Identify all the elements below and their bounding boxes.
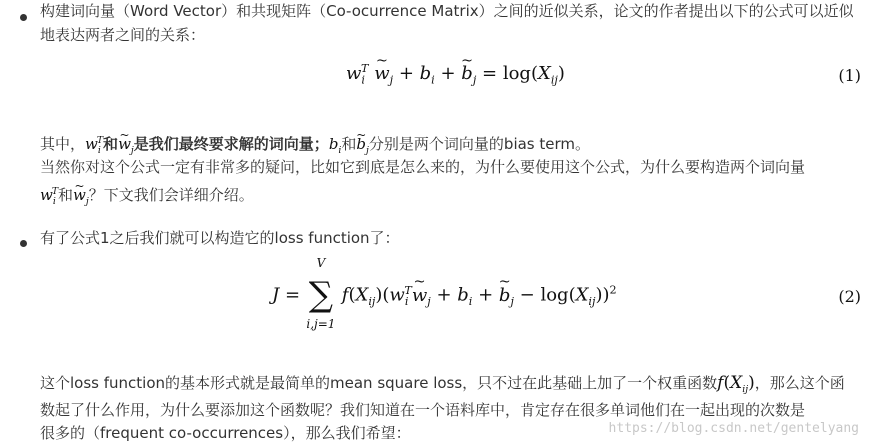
equation-2-number: (2)	[838, 287, 861, 306]
para2-line2: $w_i^T$和~ $w_j$？下文我们会详细介绍。	[40, 181, 254, 213]
equation-2: J = V ∑ i,j=1 $f(X_{ij})(w_i^T\sim$ $w_j + b_i$ + ~ $b_j - \log(X_{ij}))^2$	[272, 280, 617, 311]
para1-line: 其中，$w_i^T$和~ $w_j$是我们最终要求解的词向量；$b_i$和~ $b_j$分别是两个词向量的bias term。	[40, 130, 590, 162]
bullet2-line1: 有了公式1之后我们就可以构造它的loss function了：	[40, 229, 400, 247]
para3-line1: 这个loss function的基本形式就是最简单的mean square loss，只不过在此基础上加了一个权重函数$f(X_{ij})$，那么这个函	[40, 373, 845, 395]
bullet-marker	[20, 240, 27, 247]
para2-line1: 当然你对这个公式一定有非常多的疑问，比如它到底是怎么来的，为什么要使用这个公式，为什么要构造两个词向量	[40, 158, 806, 176]
para1-suffix: 分别是两个词向量的bias term。	[368, 135, 591, 153]
para1-and1: 和	[103, 135, 119, 153]
bullet-marker	[20, 14, 27, 21]
equation-1-number: (1)	[838, 66, 861, 85]
sum-lower-limit: i,j=1	[306, 317, 336, 331]
para1-bold-text: 是我们最终要求解的词向量；	[133, 135, 329, 153]
para2-and: 和	[58, 186, 74, 204]
sum-upper-limit: V	[316, 256, 326, 270]
bullet1-line1: 构建词向量（Word Vector）和共现矩阵（Co-ocurrence Matrix）之间的近似关系，论文的作者提出以下的公式可以近似	[40, 2, 854, 20]
para1-prefix: 其中，	[40, 135, 86, 153]
equation-2-log: log	[540, 284, 569, 306]
para2-suffix: ？下文我们会详细介绍。	[88, 186, 254, 204]
para3-line3: 很多的（frequent co-occurrences），那么我们希望：	[40, 424, 411, 442]
watermark-url: https://blog.csdn.net/gentelyang	[608, 421, 859, 436]
equation-1: $w_i^T$ ~ $w_j + b_i$ + ~ $b_j = \log(X_{ij})$	[346, 62, 565, 87]
para3-line1-suffix: ，那么这个函	[754, 374, 845, 392]
para1-and2: 和	[341, 135, 357, 153]
equation-1-log: log	[502, 63, 531, 84]
equation-2-lhs: J	[272, 284, 280, 306]
summation-symbol: V ∑ i,j=1	[309, 280, 333, 311]
para3-line1-prefix: 这个loss function的基本形式就是最简单的mean square loss，只不过在此基础上加了一个权重函数	[40, 374, 718, 392]
para3-line2: 数起了什么作用，为什么要添加这个函数呢？我们知道在一个语料库中，肯定存在很多单词他们在一起出现的次数是	[40, 401, 806, 419]
bullet1-line2: 地表达两者之间的关系：	[40, 26, 206, 44]
